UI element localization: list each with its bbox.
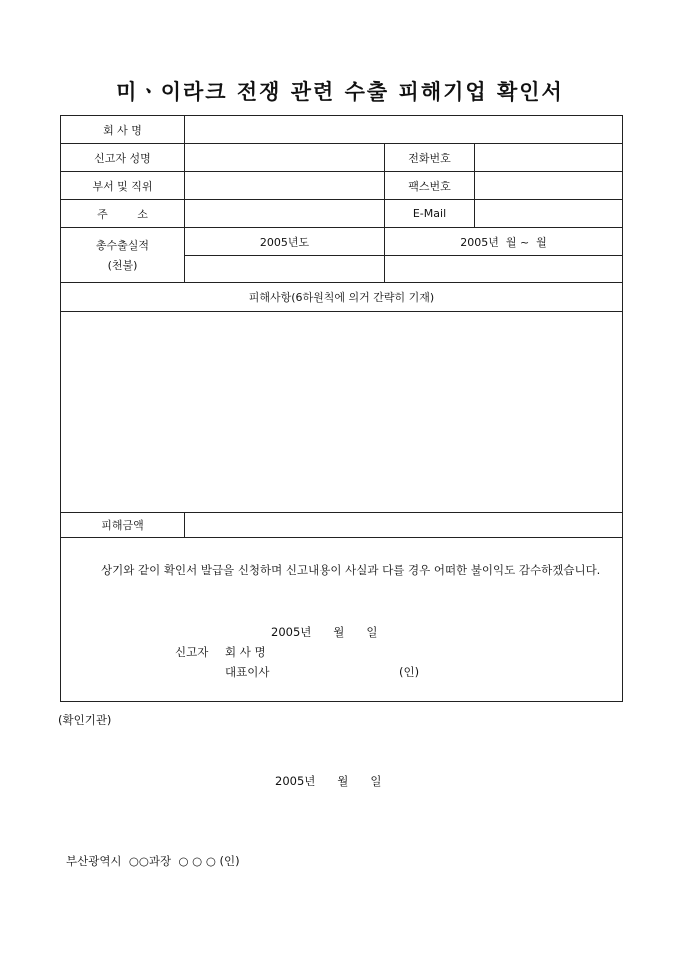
damage-amount-label: 피해금액: [61, 513, 185, 538]
ceo-label[interactable]: 대표이사: [225, 665, 270, 679]
row-damage-amount: [61, 513, 623, 538]
reporter-name-input[interactable]: [185, 144, 385, 172]
address-label: 주 소: [61, 200, 185, 228]
declaration-date: 2005년 월 일: [271, 625, 378, 639]
confirming-agency-label: (확인기관): [58, 713, 112, 727]
export-year-input[interactable]: [185, 256, 385, 283]
declaration-company-label[interactable]: 회 사 명: [225, 645, 266, 659]
declaration-text: 상기와 같이 확인서 발급을 신청하며 신고내용이 사실과 다를 경우 어떠한 불이익도 감수하겠습니다.: [101, 563, 601, 577]
row-damage-header: [61, 283, 623, 312]
export-period-label: 2005년 월 ~ 월: [385, 228, 623, 256]
fax-label: 팩스번호: [385, 172, 475, 200]
email-input[interactable]: [475, 200, 623, 228]
row-department: [61, 172, 623, 200]
company-input[interactable]: [185, 116, 623, 144]
export-period-input[interactable]: [385, 256, 623, 283]
reporter-label: 신고자: [175, 645, 209, 659]
declaration-cell: [61, 538, 623, 702]
row-address: [61, 200, 623, 228]
confirmation-form-table: [60, 115, 623, 702]
row-export-header: [61, 228, 623, 256]
row-damage-body: [61, 312, 623, 513]
phone-label: 전화번호: [385, 144, 475, 172]
department-input[interactable]: [185, 172, 385, 200]
damage-amount-input[interactable]: [185, 513, 623, 538]
fax-input[interactable]: [475, 172, 623, 200]
row-company: [61, 116, 623, 144]
export-label-line1: 총수출실적: [95, 239, 150, 252]
address-input[interactable]: [185, 200, 385, 228]
confirmation-date: 2005년 월 일: [275, 774, 382, 788]
email-label: E-Mail: [385, 200, 475, 228]
company-label: 회 사 명: [61, 116, 185, 144]
reporter-name-label: 신고자 성명: [61, 144, 185, 172]
signatory-line: 부산광역시 ○○과장 ○ ○ ○ (인): [66, 854, 240, 868]
damage-header: 피해사항(6하원칙에 의거 간략히 기재): [61, 283, 623, 312]
phone-input[interactable]: [475, 144, 623, 172]
seal-mark: (인): [399, 665, 420, 679]
export-label-line2: (천불): [107, 259, 138, 272]
row-declaration: [61, 538, 623, 702]
document-title: 미ㆍ이라크 전쟁 관련 수출 피해기업 확인서: [116, 79, 564, 104]
export-label: [61, 228, 185, 283]
row-reporter: [61, 144, 623, 172]
export-year-label: 2005년도: [185, 228, 385, 256]
department-label: 부서 및 직위: [61, 172, 185, 200]
damage-description-input[interactable]: [61, 312, 623, 513]
